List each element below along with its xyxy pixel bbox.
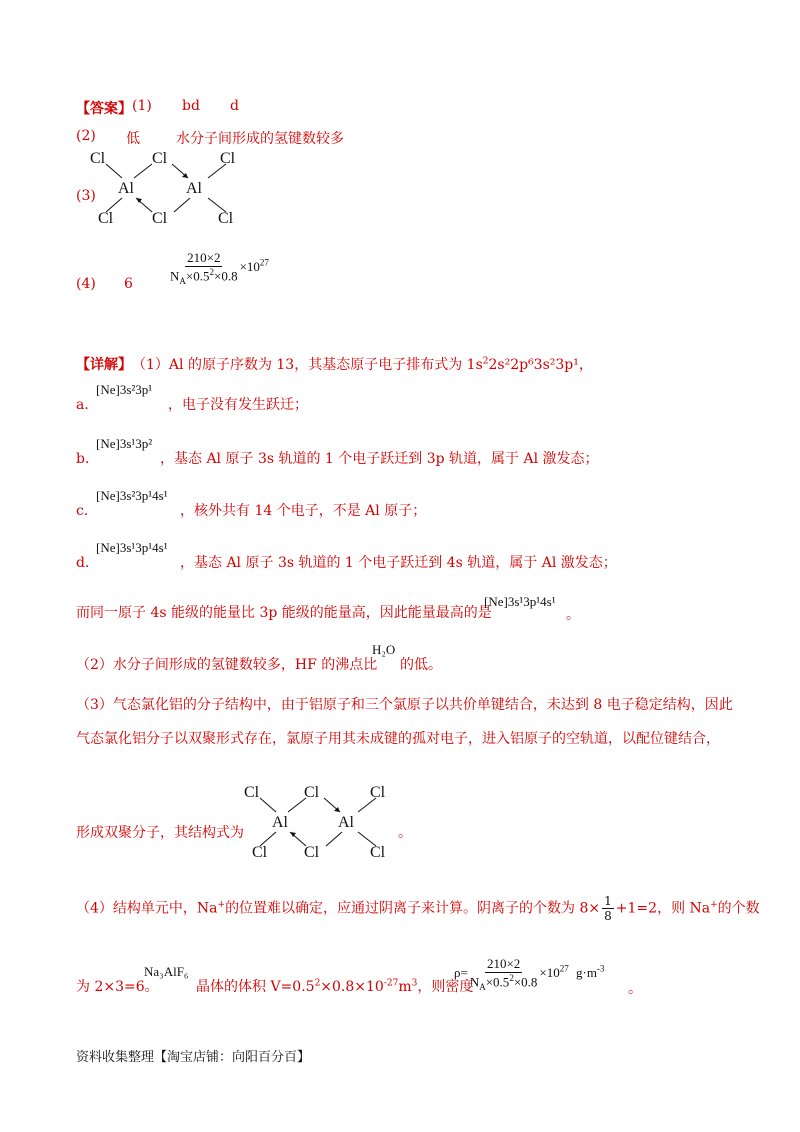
- formula-times-ten: ×10: [239, 258, 260, 274]
- cl-atom: Cl: [152, 210, 168, 227]
- al-atom: Al: [118, 180, 134, 197]
- highest-energy-formula: [Ne]3s¹3p¹4s¹: [484, 594, 556, 609]
- option-a-formula: [Ne]3s²3p¹: [96, 382, 153, 397]
- cryolite-formula: Na₃AlF₆: [144, 964, 189, 979]
- cl-atom: Cl: [220, 150, 236, 167]
- water-formula: H₂O: [372, 642, 396, 657]
- option-b-label: b．: [76, 451, 99, 467]
- cl-atom: Cl: [90, 150, 106, 167]
- density-formula-answer: [168, 250, 269, 286]
- q4-answer-1: 6: [124, 276, 133, 292]
- option-c-text: ，核外共有 14 个电子，不是 Al 原子；: [180, 503, 427, 519]
- detail-p4-volume: 晶体的体积 $V=0.5^2\times 0.8\times 10^{-27}m^3$，则密度: [196, 978, 474, 995]
- detail-p3-line3: 形成双聚分子，其结构式为: [76, 825, 244, 841]
- detail-p4-line1: （4）结构单元中，Na+的位置难以确定，应通过阴离子来计算。阴离子的个数为 8× $\frac{1}{8}$ +1=2，则 Na+的个数: [76, 894, 760, 923]
- cl-atom: Cl: [98, 210, 114, 227]
- q2-answer-1: 低: [126, 131, 140, 147]
- option-d-label: d．: [76, 555, 99, 571]
- q3-number: (3): [76, 188, 96, 204]
- formula-denominator: $N_A\times 0.5^2\times 0.8$: [170, 267, 238, 286]
- q2-number: (2): [76, 128, 96, 144]
- option-d-text: ，基态 Al 原子 3s 轨道的 1 个电子跃迁到 4s 轨道，属于 Al 激发态；: [180, 555, 617, 571]
- detail-p1: （1）Al 的原子序数为 13，其基态原子电子排布式为 $1s^22s^22p^63s^23p^1$，: [132, 356, 593, 373]
- density-formula-detail: ρ= $\frac{210\times 2}{N_A\times 0.5^2\times 0.8}$ $\times 10^{27}$ $g\cdot m^{-3}$: [454, 956, 605, 992]
- formula-numerator: 210×2: [187, 250, 221, 265]
- al-atom: Al: [338, 814, 354, 831]
- q1-answer-2: d: [230, 98, 239, 114]
- cl-atom: Cl: [252, 844, 268, 861]
- option-b-text: ，基态 Al 原子 3s 轨道的 1 个电子跃迁到 3p 轨道，属于 Al 激发态；: [160, 451, 599, 467]
- detail-p3-line1: （3）气态氯化铝的分子结构中，由于铝原子和三个氯原子以共价单键结合，未达到 8 电子稳定结构，因此: [76, 697, 733, 713]
- detail-p3-line2: 气态氯化铝分子以双聚形式存在，氯原子用其未成键的孤对电子，进入铝原子的空轨道，以配位键结合，: [76, 731, 720, 747]
- detail-p2: （2）水分子间形成的氢键数较多，HF 的沸点比: [76, 657, 378, 673]
- q2-answer-2: 水分子间形成的氢键数较多: [176, 131, 344, 147]
- option-d-formula: [Ne]3s¹3p¹4s¹: [96, 540, 168, 555]
- q1-number: (1): [132, 98, 152, 114]
- al-atom: Al: [186, 180, 202, 197]
- al2cl6-structure-answer: [84, 150, 254, 234]
- cl-atom: Cl: [244, 784, 260, 801]
- option-b-formula: [Ne]3s¹3p²: [96, 436, 153, 451]
- detail-same-atom: 而同一原子 4s 能级的能量比 3p 能级的能量高，因此能量最高的是: [76, 605, 492, 621]
- detail-p2-end: 的低。: [400, 657, 442, 673]
- period: 。: [566, 607, 580, 623]
- option-a-text: ，电子没有发生跃迁；: [168, 397, 308, 413]
- cl-atom: Cl: [152, 150, 168, 167]
- cl-atom: Cl: [218, 210, 234, 227]
- cl-atom: Cl: [304, 844, 320, 861]
- answer-label: 【答案】: [76, 101, 132, 117]
- al2cl6-structure-detail: [240, 784, 400, 866]
- cl-atom: Cl: [370, 784, 386, 801]
- footer-source: 资料收集整理【淘宝店铺：向阳百分百】: [76, 1050, 311, 1065]
- q4-number: (4): [76, 276, 96, 292]
- cl-atom: Cl: [304, 784, 320, 801]
- detail-p4-line2a: 为 2×3=6。: [76, 979, 159, 995]
- option-a-label: a．: [76, 397, 99, 413]
- option-c-label: c．: [76, 503, 98, 519]
- detail-label: 【详解】: [76, 357, 132, 373]
- q1-answer-1: bd: [182, 98, 200, 114]
- period: 。: [628, 981, 642, 997]
- period: 。: [398, 825, 412, 841]
- cl-atom: Cl: [370, 844, 386, 861]
- option-c-formula: [Ne]3s²3p¹4s¹: [96, 488, 168, 503]
- formula-exponent: 27: [259, 257, 269, 268]
- al-atom: Al: [272, 814, 288, 831]
